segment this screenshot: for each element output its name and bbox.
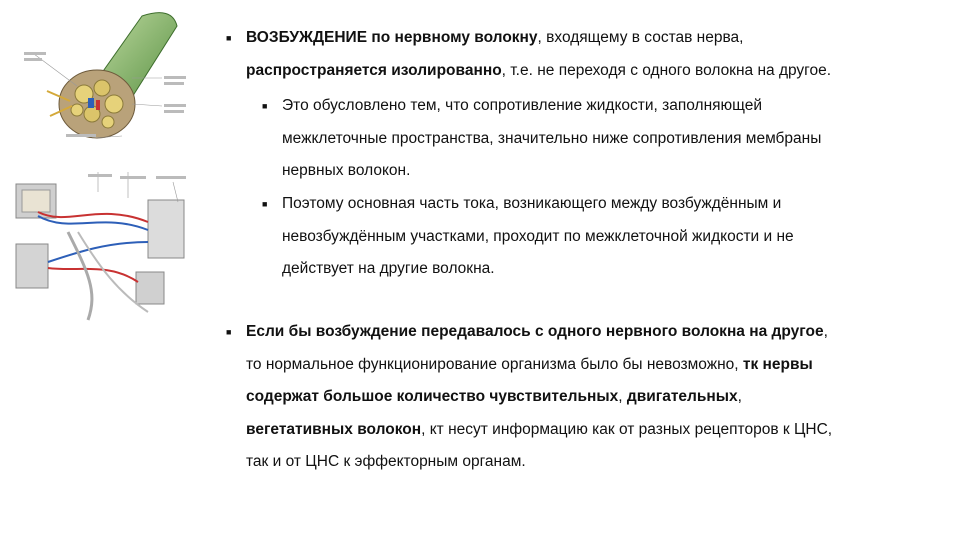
bullet-2-line-2 [246, 349, 832, 382]
sub-bullet-2-line-3: действует на другие волокна. [282, 260, 495, 277]
text-run: , [823, 323, 828, 340]
bold-run: распространяется изолированно [246, 61, 502, 79]
bullet-marker: ■ [262, 101, 268, 111]
text-run: , кт несут информацию как от разных рецепторов к ЦНС, [421, 420, 833, 438]
bold-run: вегетативных волокон [246, 420, 422, 438]
bullet-marker: ■ [262, 199, 268, 209]
spinal-nerves-image [8, 172, 198, 324]
text-run: , [737, 388, 742, 405]
bold-run: Если бы возбуждение передавалось с одного нервного волокна на другое [246, 323, 824, 340]
sub-bullet-1-line-2: межклеточные пространства, значительно ниже сопротивления мембраны [282, 129, 822, 147]
sub-bullet-2-line-1: Поэтому основная часть тока, возникающего между возбуждённым и [282, 195, 782, 212]
text-run: , т.е. не переходя с одного волокна на другое. [501, 61, 832, 79]
sub-bullet-2-line-2: невозбуждённым участками, проходит по межклеточной жидкости и не [282, 227, 794, 245]
text-run: то нормальное функционирование организма было бы невозможно, [246, 355, 743, 373]
bullet-2-line-1 [246, 316, 832, 349]
sub-bullet-1-line-3: нервных волокон. [282, 162, 411, 179]
bullet-2-line-4 [246, 414, 832, 447]
bullet-marker: ■ [226, 327, 232, 337]
bold-run: содержат большое количество чувствительных [246, 388, 619, 405]
bullet-1-line-2 [246, 55, 831, 88]
bullet-1-line-1 [246, 22, 831, 55]
nerve-cross-section-image [22, 6, 192, 146]
bold-run: ВОЗБУЖДЕНИЕ по нервному волокну [246, 29, 538, 46]
bold-run: двигательных [626, 388, 738, 405]
text-run: , входящему в состав нерва, [537, 29, 744, 46]
bold-run: тк нервы [742, 355, 813, 373]
text-run: , [618, 388, 627, 405]
bullet-2-line-3 [246, 381, 832, 414]
bullet-2-line-5 [246, 446, 832, 479]
text-run: так и от ЦНС к эффекторным органам. [246, 453, 526, 470]
bullet-marker: ■ [226, 33, 232, 43]
sub-bullet-1-line-1: Это обусловлено тем, что сопротивление жидкости, заполняющей [282, 97, 763, 114]
